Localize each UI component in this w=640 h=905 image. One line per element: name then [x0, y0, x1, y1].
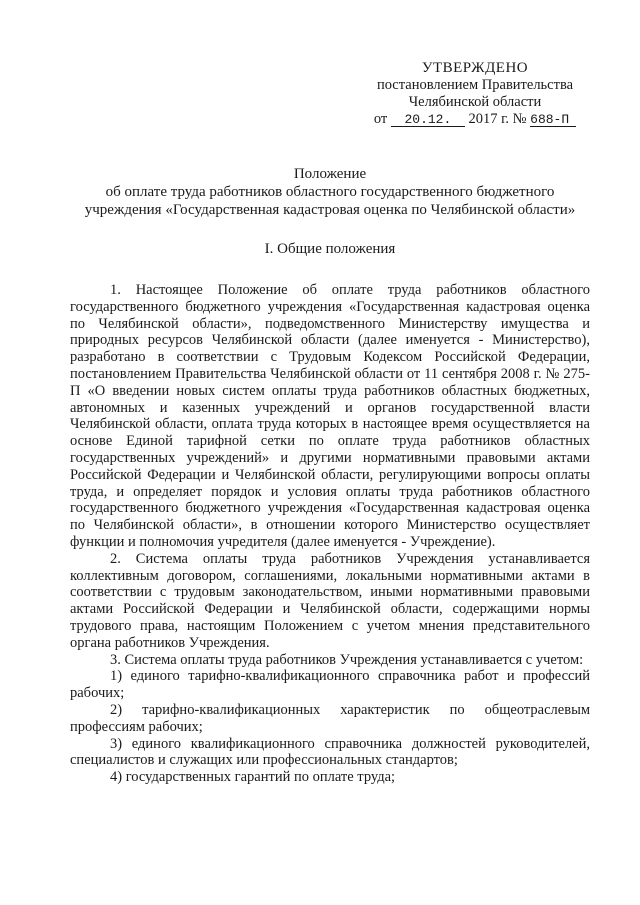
list-item-3: 3) единого квалификационного справочника должностей руководителей, специалистов и служащих или профессиональных стандартов; — [70, 735, 590, 769]
list-item-1: 1) единого тарифно-квалификационного справочника работ и профессий рабочих; — [70, 668, 590, 702]
section-heading: I. Общие положения — [264, 241, 396, 257]
date-prefix: от — [373, 111, 388, 127]
paragraph-1: 1. Настоящее Положение об оплате труда работников областного государственного бюджетного учреждения «Государственная кадастровая оценка по Челябинской области», подведомственного Министерству имущества и природных ресурсов Челябинской области (далее именуется - Министерство), разработано в соответствии с Трудовым Кодексом Российской Федерации, постановлением Правительства Челябинской области от 11 сентября 2008 г. № 275-П «О введении новых систем оплаты труда работников областных бюджетных, автономных и казенных учреждений и органов государственной власти Челябинской области, оплата труда которых в настоящее время осуществляется на основе Единой тарифной сетки по оплате труда работников областных государственных учреждений» и другими нормативными правовыми актами Российской Федерации и Челябинской области, регулирующими вопросы оплаты труда, и определяет порядок и условия оплаты труда работников областного государственного бюджетного учреждения «Государственная кадастровая оценка по Челябинской области», в отношении которого Министерство осуществляет функции и полномочия учредителя (далее именуется - Учреждение). — [70, 282, 590, 550]
handwritten-number: 688-П — [530, 113, 576, 127]
date-suffix: 2017 г. № — [468, 111, 527, 127]
handwritten-date: 20.12. — [391, 113, 465, 127]
paragraph-3: 3. Система оплаты труда работников Учреждения устанавливается с учетом: — [110, 651, 584, 668]
approval-date-line — [360, 111, 590, 128]
list-item-4: 4) государственных гарантий по оплате труда; — [110, 769, 396, 786]
document-body — [70, 282, 590, 786]
approval-heading: УТВЕРЖДЕНО — [421, 60, 529, 76]
approval-line-2: Челябинской области — [408, 94, 542, 110]
document-title — [70, 165, 590, 219]
title-line-3: учреждения «Государственная кадастровая оценка по Челябинской области» — [84, 202, 576, 218]
title-line-2: об оплате труда работников областного государственного бюджетного — [105, 184, 555, 200]
title-line-1: Положение — [293, 166, 367, 182]
approval-stamp — [360, 60, 590, 128]
approval-line-1: постановлением Правительства — [376, 77, 574, 93]
list-item-2: 2) тарифно-квалификационных характеристик по общеотраслевым профессиям рабочих; — [70, 701, 590, 735]
paragraph-2: 2. Система оплаты труда работников Учреждения устанавливается коллективным договором, соглашениями, локальными нормативными актами в соответствии с трудовым законодательством, иными нормативными правовыми актами Российской Федерации и Челябинской области, содержащими нормы трудового права, настоящим Положением с учетом мнения представительного органа работников Учреждения. — [70, 550, 590, 651]
